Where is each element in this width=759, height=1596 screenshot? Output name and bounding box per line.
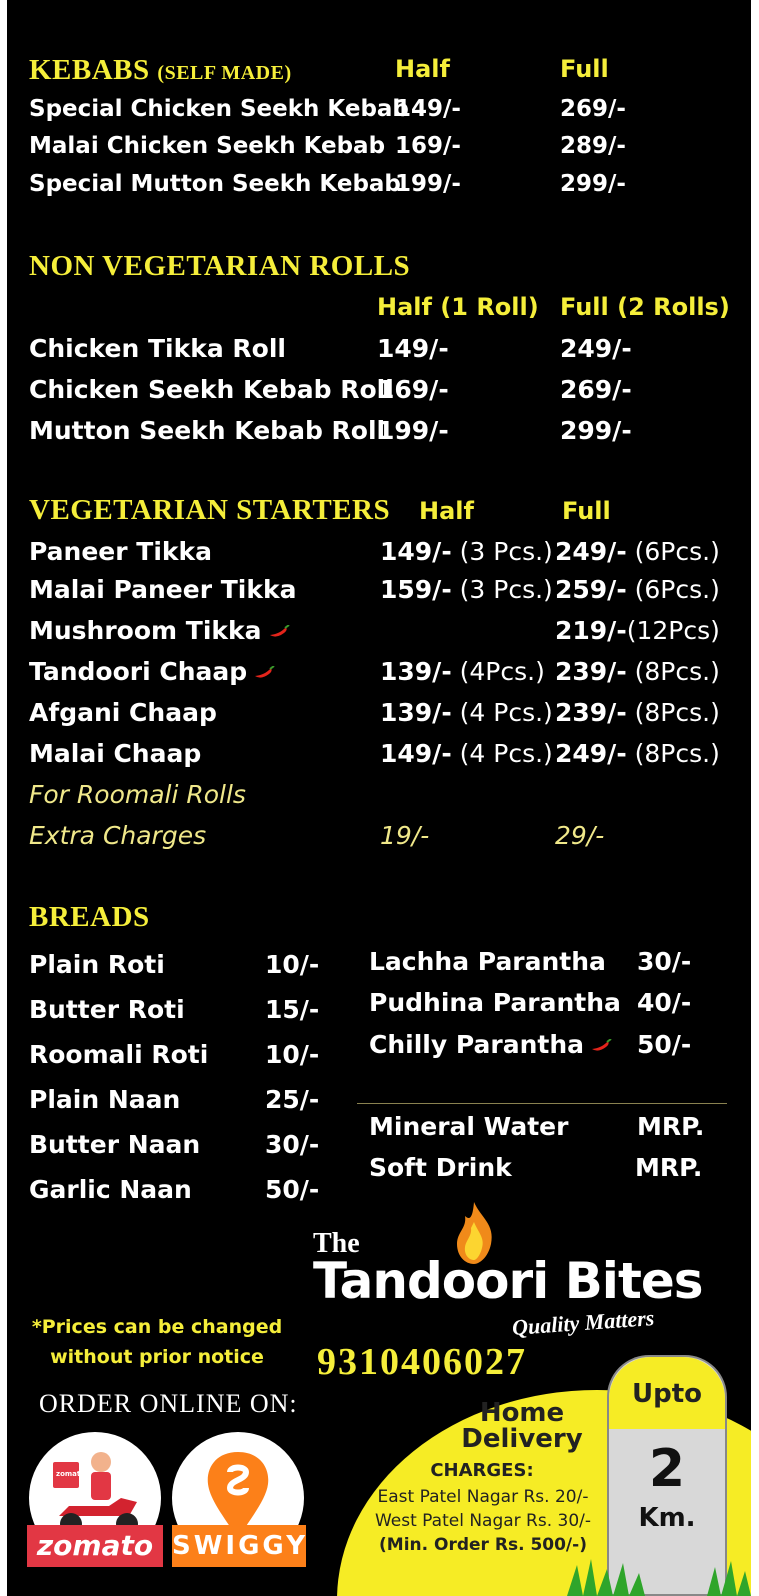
rolls-title: NON VEGETARIAN ROLLS [29,250,411,282]
roll-item-half: 199/- [377,416,449,445]
price-note-line2: without prior notice [50,1346,264,1368]
home-delivery-line1: Home [479,1398,565,1428]
phone-number[interactable]: 9310406027 [317,1341,527,1383]
bread-item-price: 25/- [265,1085,320,1114]
veg-item-name: Afgani Chaap [29,698,217,727]
veg-item-full: 239/- (8Pcs.) [555,698,720,727]
kebabs-subtitle: (SELF MADE) [157,62,292,84]
bread-item-name: Garlic Naan [29,1175,192,1204]
extra-charges-label: Extra Charges [29,821,207,850]
drink-item-price: MRP. [637,1112,705,1141]
chili-icon [268,625,290,639]
logo-tagline: Quality Matters [511,1305,656,1340]
roll-item-full: 249/- [560,334,632,363]
bread-item-price: 50/- [265,1175,320,1204]
rolls-col-full: Full (2 Rolls) [560,293,730,321]
delivery-east: East Patel Nagar Rs. 20/- [377,1487,589,1507]
roll-item-name: Chicken Tikka Roll [29,334,286,363]
bread-item-price: 10/- [265,950,320,979]
extra-charge-half: 19/- [380,821,430,850]
veg-item-full: 249/- (8Pcs.) [555,739,720,768]
grass-decoration [567,1555,751,1596]
veg-item-full: 259/- (6Pcs.) [555,575,720,604]
roll-item-half: 149/- [377,334,449,363]
veg-item-name: Tandoori Chaap [29,657,275,686]
kebab-item-full: 269/- [560,96,626,122]
kebab-item-name: Special Mutton Seekh Kebab [29,171,401,197]
roll-item-full: 299/- [560,416,632,445]
bread-item-price: 10/- [265,1040,320,1069]
bread-item-price: 15/- [265,995,320,1024]
veg-item-half: 139/- (4 Pcs.) [380,698,553,727]
chili-icon [590,1039,612,1053]
delivery-west: West Patel Nagar Rs. 30/- [374,1511,592,1531]
kebab-item-full: 289/- [560,133,626,159]
bread-item-name: Lachha Parantha [369,947,606,976]
price-note-line1: *Prices can be changed [31,1316,283,1338]
bread-item-name: Pudhina Parantha [369,988,621,1017]
menu-board [7,0,751,1596]
veg-item-half: 159/- (3 Pcs.) [380,575,553,604]
bread-item-price: 40/- [637,988,692,1017]
veg-item-name: Mushroom Tikka [29,616,290,645]
drink-item-name: Mineral Water [369,1112,569,1141]
zomato-button[interactable]: zomato [27,1525,163,1567]
home-delivery-line2: Delivery [461,1424,583,1454]
veg-item-full: 219/-(12Pcs) [555,616,720,645]
kebab-item-name: Special Chicken Seekh Kebab [29,96,409,122]
kebab-item-half: 199/- [395,171,461,197]
bread-item-price: 30/- [637,947,692,976]
bread-item-price: 30/- [265,1130,320,1159]
bread-item-name: Chilly Parantha [369,1030,612,1059]
kebabs-title: KEBABS [29,54,150,86]
kebab-item-full: 299/- [560,171,626,197]
logo-the: The [313,1228,360,1259]
home-delivery-title [447,1400,597,1452]
veg-item-half: 149/- (3 Pcs.) [380,537,553,566]
bread-item-name: Plain Naan [29,1085,181,1114]
veg-item-name: Malai Paneer Tikka [29,575,297,604]
roll-item-name: Chicken Seekh Kebab Roll [29,375,394,404]
breads-title: BREADS [29,901,150,933]
kebabs-heading [29,54,292,87]
drink-item-price: MRP. [635,1153,703,1182]
section-divider [357,1103,727,1104]
bread-item-name: Butter Naan [29,1130,201,1159]
veg-item-half: 149/- (4 Pcs.) [380,739,553,768]
delivery-min-order: (Min. Order Rs. 500/-) [379,1535,587,1555]
veg-col-full: Full [562,497,611,525]
kebab-item-name: Malai Chicken Seekh Kebab [29,133,386,159]
milestone-upto: Upto [631,1379,702,1409]
drink-item-name: Soft Drink [369,1153,512,1182]
roll-item-full: 269/- [560,375,632,404]
chili-icon [253,666,275,680]
delivery-charges-label: CHARGES: [430,1460,534,1481]
zomato-badge-text: zomato [56,1470,86,1478]
milestone-unit: Km. [638,1503,696,1533]
veg-item-name: Malai Chaap [29,739,202,768]
bread-item-name: Butter Roti [29,995,185,1024]
veg-item-full: 239/- (8Pcs.) [555,657,720,686]
kebab-item-half: 149/- [395,96,461,122]
swiggy-button[interactable]: SWIGGY [172,1525,306,1567]
kebabs-col-full: Full [560,55,609,83]
bread-item-name: Roomali Roti [29,1040,209,1069]
rolls-col-half: Half (1 Roll) [377,293,539,321]
extra-charge-full: 29/- [555,821,605,850]
veg-item-name: Paneer Tikka [29,537,213,566]
logo-title: Tandoori Bites [313,1252,703,1310]
veg-item-full: 249/- (6Pcs.) [555,537,720,566]
bread-item-name: Plain Roti [29,950,165,979]
kebabs-col-half: Half [395,55,450,83]
milestone-distance: 2 [648,1439,686,1499]
veg-title: VEGETARIAN STARTERS [29,494,391,526]
veg-item-half: 139/- (4Pcs.) [380,657,545,686]
roomali-extra-label: For Roomali Rolls [29,780,246,809]
order-online-label: ORDER ONLINE ON: [39,1389,298,1418]
veg-col-half: Half [419,497,474,525]
kebab-item-half: 169/- [395,133,461,159]
roll-item-name: Mutton Seekh Kebab Roll [29,416,386,445]
price-note [25,1312,289,1372]
bread-item-price: 50/- [637,1030,692,1059]
roll-item-half: 169/- [377,375,449,404]
